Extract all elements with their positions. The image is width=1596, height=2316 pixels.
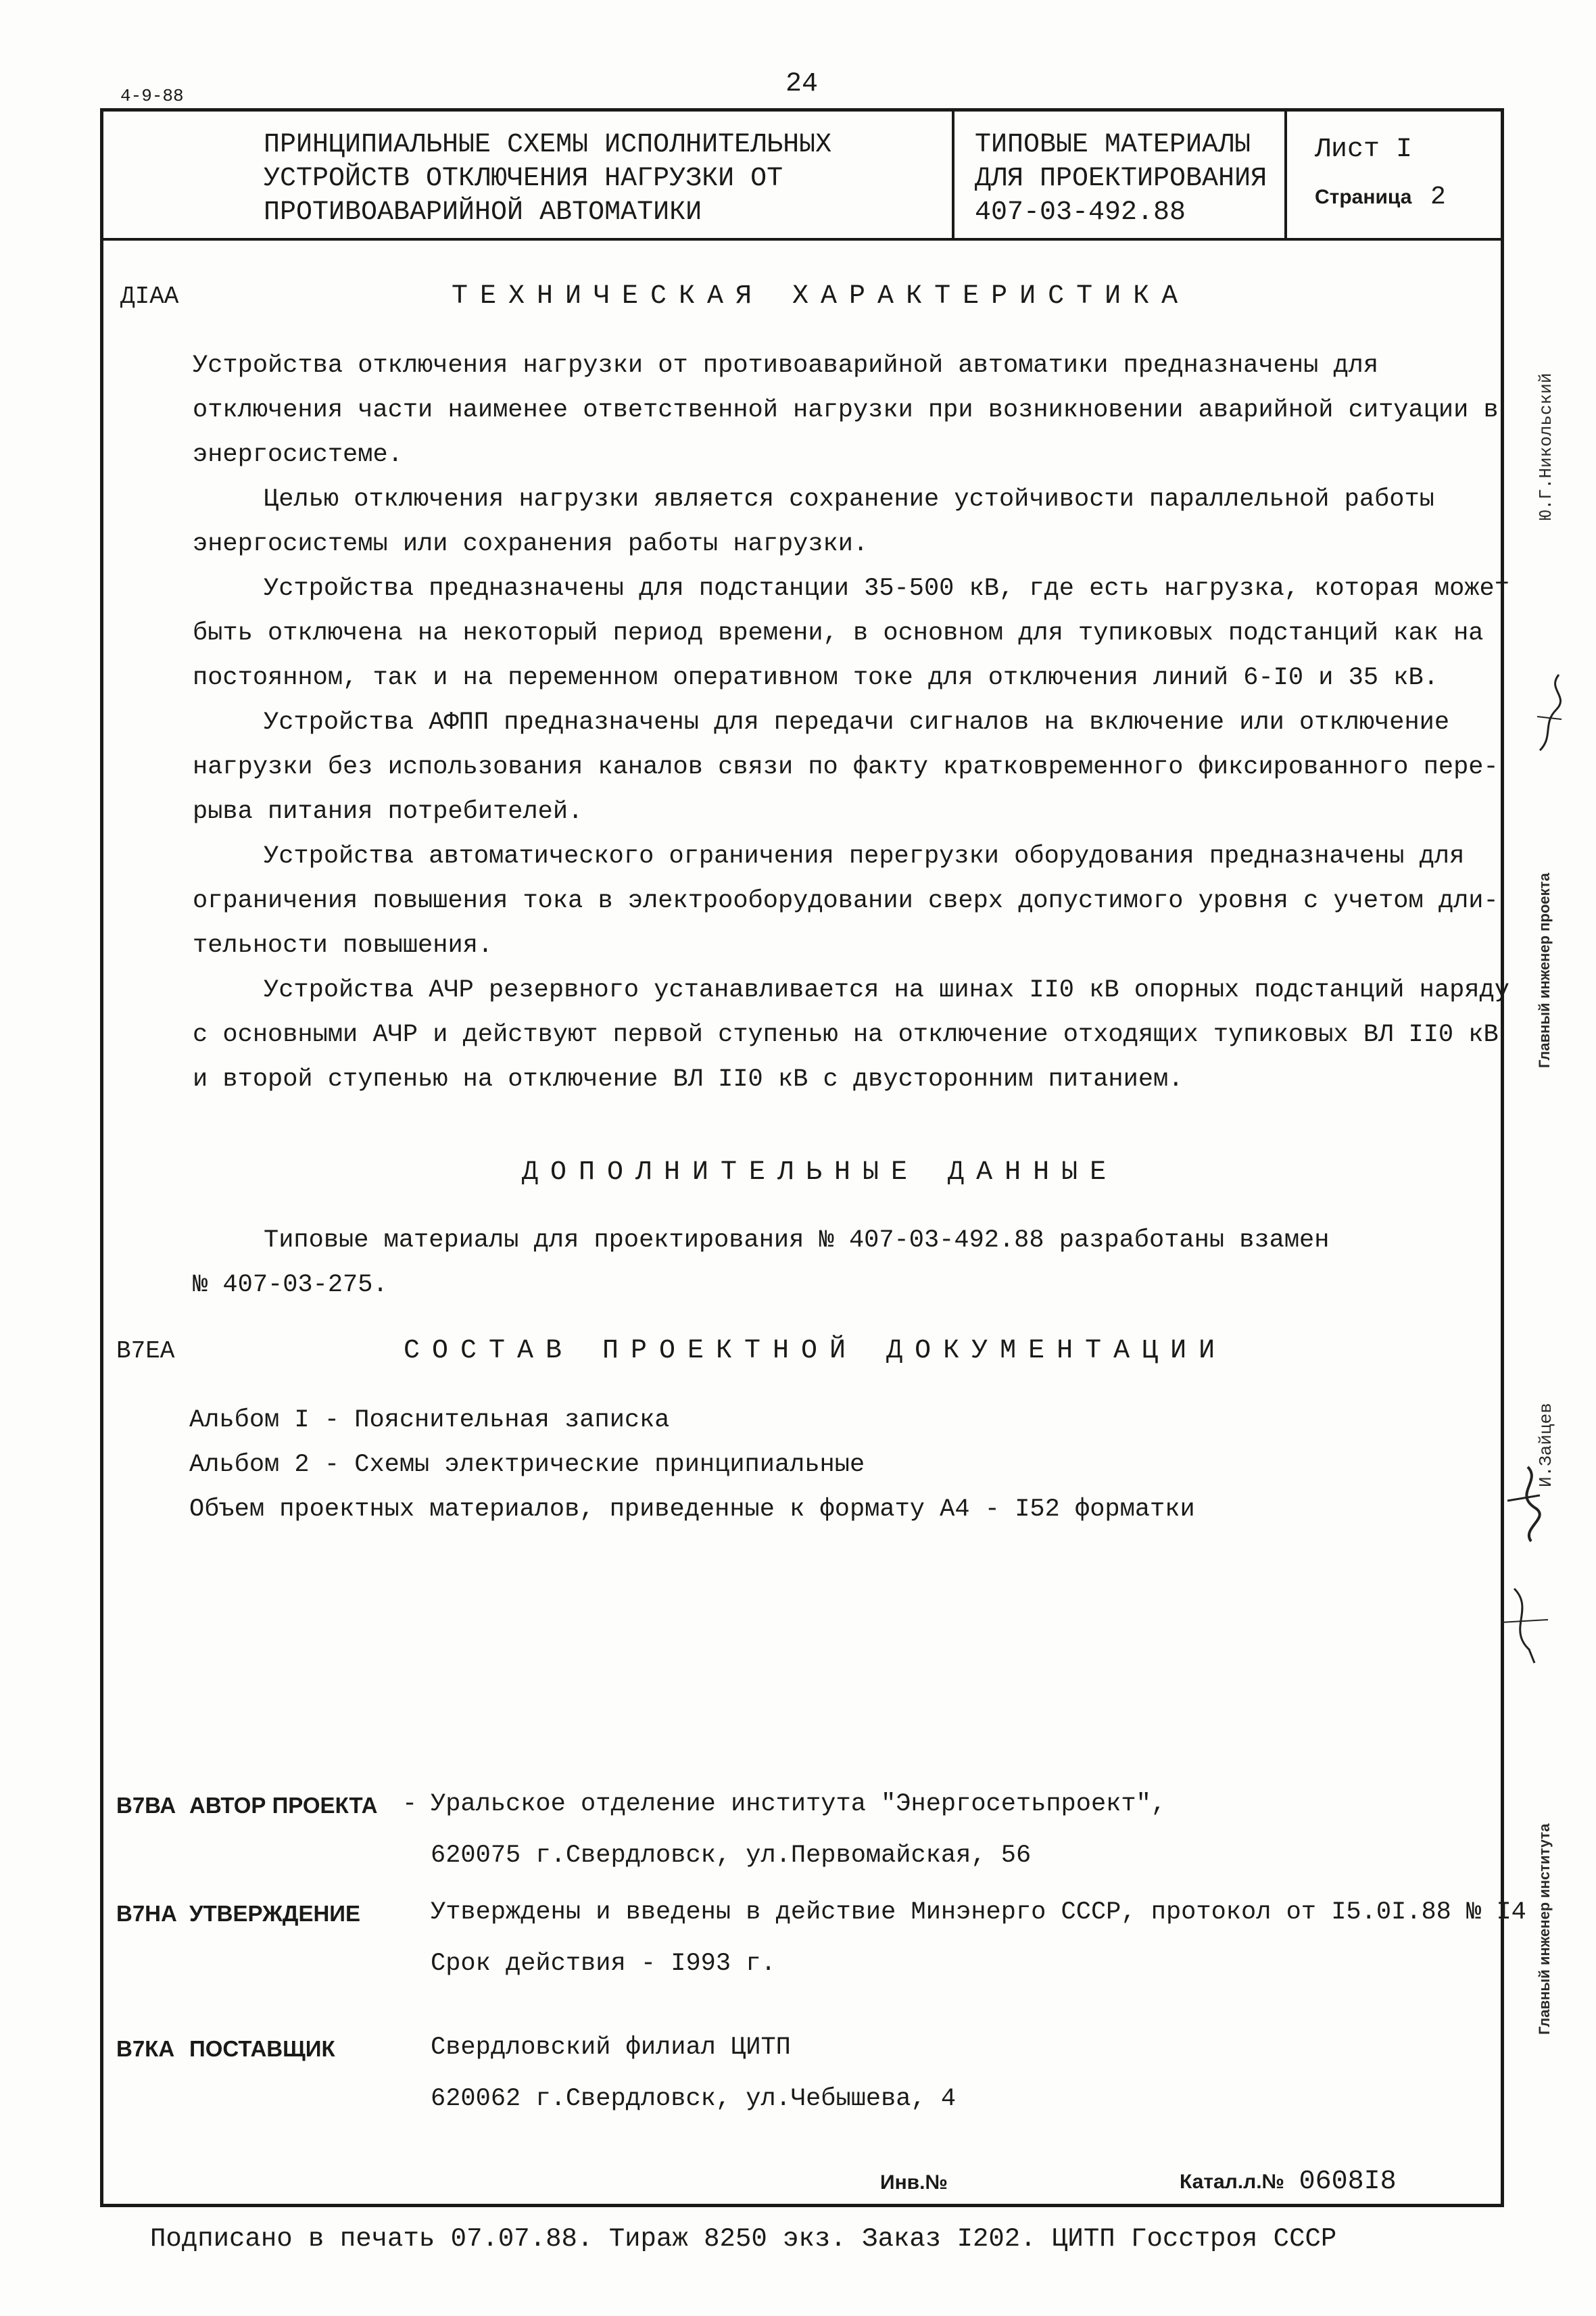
paragraph-line: Устройства АФПП предназначены для передачи сигналов на включение или отключение [264, 708, 1450, 737]
paragraph-line: быть отключена на некоторый период времени, в основном для тупиковых подстанций как на [193, 619, 1484, 648]
section-heading: ДОПОЛНИТЕЛЬНЫЕ ДАННЫЕ [522, 1157, 1119, 1188]
header-page-value: 2 [1430, 183, 1446, 212]
list-item: Альбом I - Пояснительная записка [189, 1406, 670, 1434]
info-dash: - [402, 1790, 418, 1818]
section-heading: СОСТАВ ПРОЕКТНОЙ ДОКУМЕНТАЦИИ [404, 1336, 1228, 1366]
margin-chief-institute-engineer: Главный инженер института [1536, 1823, 1553, 2035]
paragraph-line: Устройства отключения нагрузки от противоаварийной автоматики предназначены для [193, 352, 1379, 380]
header-materials-line: ТИПОВЫЕ МАТЕРИАЛЫ [975, 130, 1251, 160]
paragraph-line: № 407-03-275. [193, 1271, 388, 1299]
catalog-value: 0608I8 [1299, 2167, 1397, 2197]
info-code: В7НА [116, 1901, 177, 1926]
info-line: Уральское отделение института "Энергосетьпроект", [431, 1790, 1166, 1818]
paragraph-line: постоянном, так и на переменном оперативном токе для отключения линий 6-I0 и 35 кВ. [193, 664, 1438, 692]
signature-institute-engineer [1487, 1453, 1562, 1670]
info-line: Свердловский филиал ЦИТП [431, 2033, 791, 2062]
page-number: 24 [785, 69, 819, 99]
inventory-label: Инв.№ [880, 2171, 948, 2194]
header-materials [975, 128, 1267, 230]
header-page [1315, 183, 1446, 212]
paragraph-line: нагрузки без использования каналов связи по факту кратковременного фиксированного пере- [193, 753, 1499, 781]
paragraph-line: энергосистеме. [193, 441, 403, 469]
list-item: Объем проектных материалов, приведенные к формату А4 - I52 форматки [189, 1495, 1195, 1524]
paragraph-line: Устройства предназначены для подстанции 35-500 кВ, где есть нагрузка, которая может [264, 575, 1509, 603]
print-info: Подписано в печать 07.07.88. Тираж 8250 экз. Заказ I202. ЦИТП Госстроя СССР [150, 2224, 1337, 2254]
info-label: УТВЕРЖДЕНИЕ [189, 1901, 361, 1926]
header-materials-line: 407-03-492.88 [975, 197, 1186, 228]
section-code: ДIАА [120, 283, 179, 310]
header-title-line: УСТРОЙСТВ ОТКЛЮЧЕНИЯ НАГРУЗКИ ОТ [264, 164, 783, 194]
header-bottom-rule [100, 238, 1504, 241]
list-item: Альбом 2 - Схемы электрические принципиальные [189, 1451, 865, 1479]
info-code: В7КА [116, 2036, 175, 2061]
paragraph-line: энергосистемы или сохранения работы нагрузки. [193, 530, 869, 558]
header-sheet: Лист I [1315, 135, 1413, 165]
info-label: АВТОР ПРОЕКТА [189, 1793, 378, 1818]
paragraph-line: ограничения повышения тока в электрооборудовании сверх допустимого уровня с учетом дли- [193, 887, 1499, 915]
paragraph-line: Устройства АЧР резервного устанавливается на шинах II0 кВ опорных подстанций наряду [264, 976, 1509, 1005]
paragraph-line: рыва питания потребителей. [193, 798, 583, 826]
header-divider-2 [1284, 108, 1287, 239]
header-materials-line: ДЛЯ ПРОЕКТИРОВАНИЯ [975, 164, 1267, 194]
paragraph-line: и второй ступенью на отключение ВЛ II0 кВ с двусторонним питанием. [193, 1065, 1184, 1094]
paragraph-line: Целью отключения нагрузки является сохранение устойчивости параллельной работы [264, 485, 1434, 514]
header-divider-1 [952, 108, 954, 239]
info-line: 620075 г.Свердловск, ул.Первомайская, 56 [431, 1841, 1032, 1870]
info-line: Утверждены и введены в действие Минэнерго СССР, протокол от I5.0I.88 № I4 [431, 1898, 1526, 1927]
info-label: ПОСТАВЩИК [189, 2036, 335, 2061]
info-code: В7ВА [116, 1793, 176, 1818]
paragraph-line: отключения части наименее ответственной нагрузки при возникновении аварийной ситуации в [193, 396, 1499, 425]
section-code: В7ЕА [116, 1337, 175, 1365]
header-title [264, 128, 831, 230]
margin-chief-project-engineer-name: Ю.Г.Никольский [1536, 372, 1556, 521]
signature-project-engineer [1533, 669, 1567, 757]
paragraph-line: Устройства автоматического ограничения перегрузки оборудования предназначены для [264, 842, 1465, 871]
catalog-label: Катал.л.№ [1180, 2171, 1284, 2193]
info-line: 620062 г.Свердловск, ул.Чебышева, 4 [431, 2085, 957, 2113]
header-title-line: ПРИНЦИПИАЛЬНЫЕ СХЕМЫ ИСПОЛНИТЕЛЬНЫХ [264, 130, 832, 160]
margin-chief-project-engineer: Главный инженер проекта [1536, 873, 1553, 1068]
info-line: Срок действия - I993 г. [431, 1950, 776, 1978]
paragraph-line: Типовые материалы для проектирования № 407-03-492.88 разработаны взамен [264, 1226, 1330, 1255]
section-heading: ТЕХНИЧЕСКАЯ ХАРАКТЕРИСТИКА [452, 281, 1190, 312]
header-title-line: ПРОТИВОАВАРИЙНОЙ АВТОМАТИКИ [264, 197, 702, 228]
paragraph-line: тельности повышения. [193, 932, 493, 960]
header-page-label: Страница [1315, 186, 1412, 208]
margin-chief-institute-engineer-name: И.Зайцев [1536, 1403, 1556, 1487]
paragraph-line: с основными АЧР и действуют первой ступенью на отключение отходящих тупиковых ВЛ II0 кВ [193, 1021, 1499, 1049]
catalog-number [1180, 2167, 1397, 2197]
document-date: 4-9-88 [120, 86, 184, 106]
